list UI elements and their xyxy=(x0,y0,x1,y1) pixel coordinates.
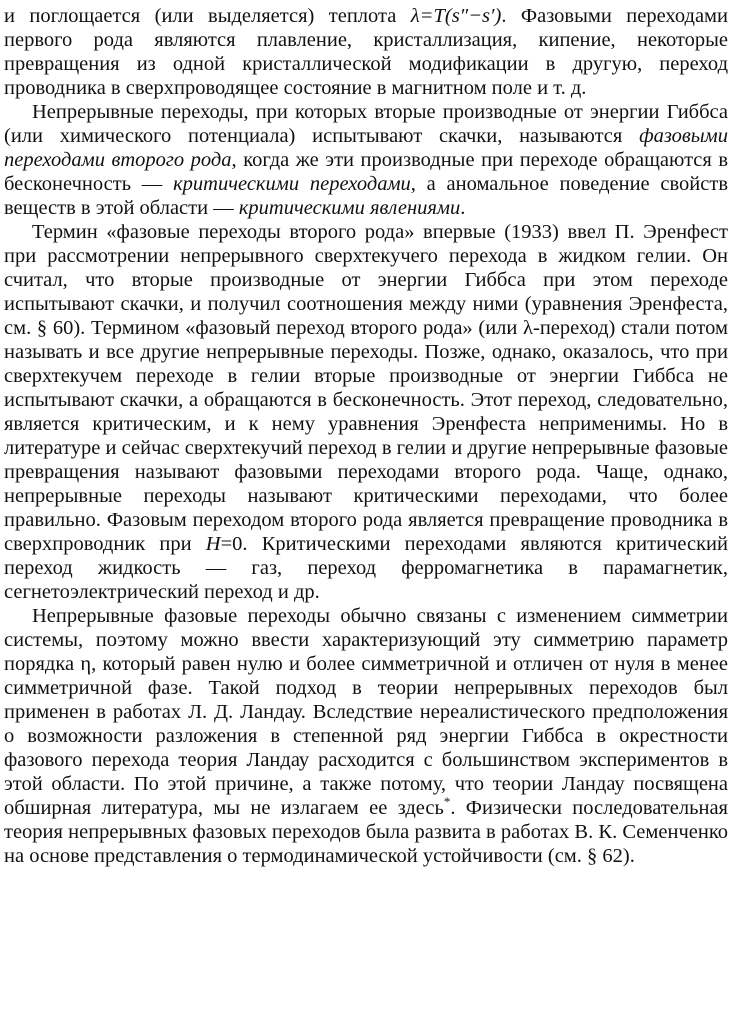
text-run: , а аномальное поведение свойств веществ в этой области — xyxy=(4,173,729,219)
paragraph-3 xyxy=(4,220,728,604)
text-run: , когда же эти производные при переходе обращаются в бесконечность — xyxy=(4,149,728,195)
text-run: Термин «фазовые переходы второго рода» впервые (1933) ввел П. Эренфест при рассмотрении непрерывного сверхтекучего перехода в жидком гелии. Он считал, что вторые производные от энергии Гиббса при этом переходе испытывают скачки, и получил соотношения между ними (уравнения Эренфеста, см. § 60). Термином «фазовый переход второго рода» (или λ-переход) стали потом называть и все другие непрерывные переходы. Позже, однако, оказалось, что при сверхтекучем переходе в гелии вторые производные от энергии Гиббса не испытывают скачки, а обращаются в бесконечность. Этот переход, следовательно, является критическим, и к нему уравнения Эренфеста неприменимы. Но в литературе и сейчас сверхтекучий переход в гелии и другие непрерывные фазовые превращения называют фазовыми переходами второго рода. Чаще, однако, непрерывные переходы называют критическими переходами, что более правильно. Фазовым переходом второго рода является превращение проводника в сверхпроводник при xyxy=(4,221,728,555)
text-run: =0. Критическими переходами являются критический переход жидкость — газ, переход ферромагнетика в парамагнетик, сегнетоэлектрический переход и др. xyxy=(4,533,728,603)
paragraph-4 xyxy=(4,604,728,868)
paragraph-1 xyxy=(4,4,728,100)
math-expression: H xyxy=(205,533,221,555)
text-run: . Физически последовательная теория непрерывных фазовых переходов была развита в работах В. К. Семенченко на основе представления о термодинамической устойчивости (см. § 62). xyxy=(4,797,728,867)
emphasized-term: критическими явлениями xyxy=(238,197,461,219)
emphasized-term: фазовыми переходами второго рода xyxy=(4,125,728,171)
text-run: и поглощается (или выделяется) теплота xyxy=(4,5,411,27)
math-expression: λ=T(s″−s′) xyxy=(410,5,502,27)
text-run: Непрерывные переходы, при которых вторые производные от энергии Гиббса (или химического потенциала) испытывают скачки, называются xyxy=(4,101,728,147)
text-run: . xyxy=(460,197,466,219)
footnote-marker: * xyxy=(443,794,451,810)
text-run: Непрерывные фазовые переходы обычно связаны с изменением симметрии системы, поэтому можно ввести характеризующий эту симметрию параметр порядка η, который равен нулю и более симметричной и отличен от нуля в менее симметричной фазе. Такой подход в теории непрерывных переходов был применен в работах Л. Д. Ландау. Вследствие нереалистического предположения о возможности разложения в степенной ряд энергии Гиббса в окрестности фазового перехода теория Ландау расходится с большинством экспериментов в этой области. По этой причине, а также потому, что теории Ландау посвящена обширная литература, мы не излагаем ее здесь xyxy=(4,605,728,819)
text-run: . Фазовыми переходами первого рода являются плавление, кристаллизация, кипение, некоторые превращения из одной кристаллической модификации в другую, переход проводника в сверхпроводящее состояние в магнитном поле и т. д. xyxy=(4,5,728,99)
paragraph-2 xyxy=(4,100,728,220)
emphasized-term: критическими переходами xyxy=(173,173,411,195)
